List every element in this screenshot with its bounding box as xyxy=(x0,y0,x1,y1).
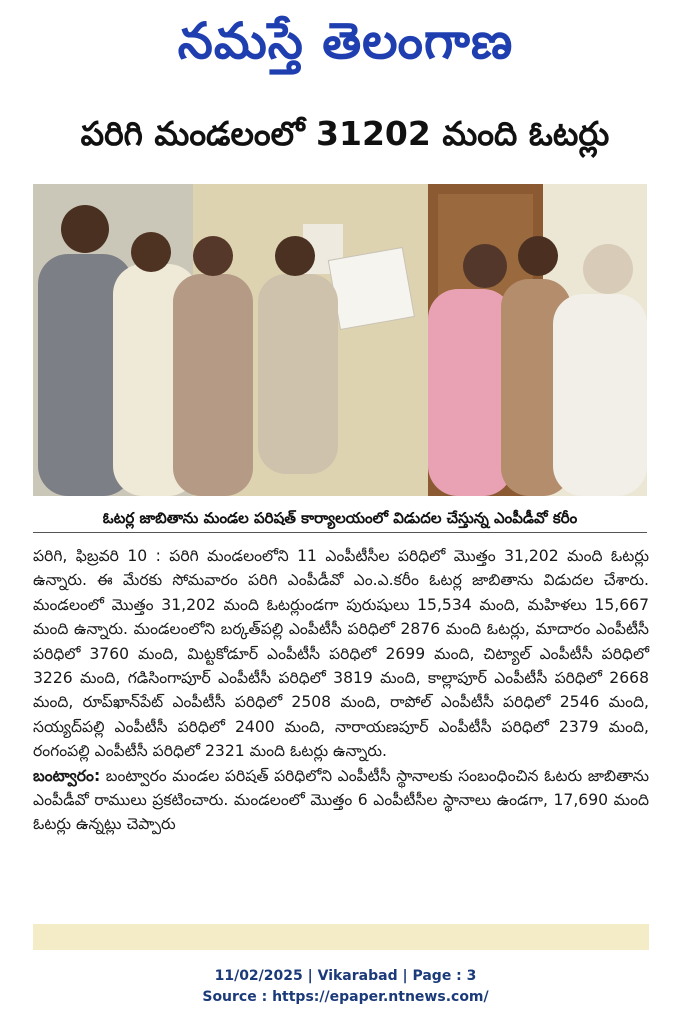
photo-caption: ఓటర్ల జాబితాను మండల పరిషత్ కార్యాలయంలో విడుదల చేస్తున్న ఎంపీడీవో కరీం xyxy=(33,504,647,533)
news-photo xyxy=(33,184,647,496)
page-footer xyxy=(0,966,691,1008)
paragraph-lead: బంట్వారం: xyxy=(33,766,101,785)
article-headline: పరిగి మండలంలో 31202 మంది ఓటర్లు xyxy=(80,114,610,153)
article-paragraph xyxy=(33,764,649,837)
next-article-cutoff xyxy=(33,924,649,950)
source-link[interactable]: Source : https://epaper.ntnews.com/ xyxy=(202,989,489,1005)
photo-illustration xyxy=(33,184,647,496)
edition-info: 11/02/2025 | Vikarabad | Page : 3 xyxy=(214,968,477,984)
newspaper-masthead: నమస్తే తెలంగాణ xyxy=(177,12,514,70)
article-body xyxy=(33,544,649,837)
article-paragraph: పరిగి, ఫిబ్రవరి 10 : పరిగి మండలంలోని 11 ఎంపీటీసీల పరిధిలో మొత్తం 31,202 మంది ఓటర్లు ఉన్నారు. ఈ మేరకు సోమవారం పరిగి ఎంపీడీవో ఎం.ఎ.కరీం ఓటర్ల జాబితాను విడుదల చేశారు. మండలంలో మొత్తం 31,202 మంది ఓటర్లుండగా పురుషులు 15,534 మంది, మహిళలు 15,667 మంది ఉన్నారు. మండలంలోని బర్కత్‌పల్లి ఎంపీటీసీ పరిధిలో 2876 మంది ఓటర్లు, మాదారం ఎంపీటీసీ పరిధిలో 3760 మంది, మిట్టకోడూర్ ఎంపీటీసీ పరిధిలో 2699 మంది, చిట్యాల్ ఎంపీటీసీ పరిధిలో 3226 మంది, గడిసింగాపూర్ ఎంపీటీసీ పరిధిలో 3819 మంది, కాల్లాపూర్ ఎంపీటీసీ పరిధిలో 2668 మంది, రూప్‌ఖాన్‌పేట్ ఎంపీటీసీ పరిధిలో 2508 మంది, రాపోల్ ఎంపీటీసీ పరిధిలో 2546 మంది, సయ్యద్‌పల్లి ఎంపీటీసీ పరిధిలో 2400 మంది, నారాయణపూర్ ఎంపీటీసీ పరిధిలో 2379 మంది, రంగంపల్లి ఎంపీటీసీ పరిధిలో 2321 మంది ఓటర్లు ఉన్నారు. xyxy=(33,547,649,761)
paragraph-text: బంట్వారం మండల పరిషత్ పరిధిలోని ఎంపీటీసీ స్థానాలకు సంబంధించిన ఓటరు జాబితాను ఎంపీడీవో రాములు ప్రకటించారు. మండలంలో మొత్తం 6 ఎంపీటీసీల స్థానాలు ఉండగా, 17,690 మంది ఓటర్లు ఉన్నట్లు చెప్పారు xyxy=(33,766,649,834)
